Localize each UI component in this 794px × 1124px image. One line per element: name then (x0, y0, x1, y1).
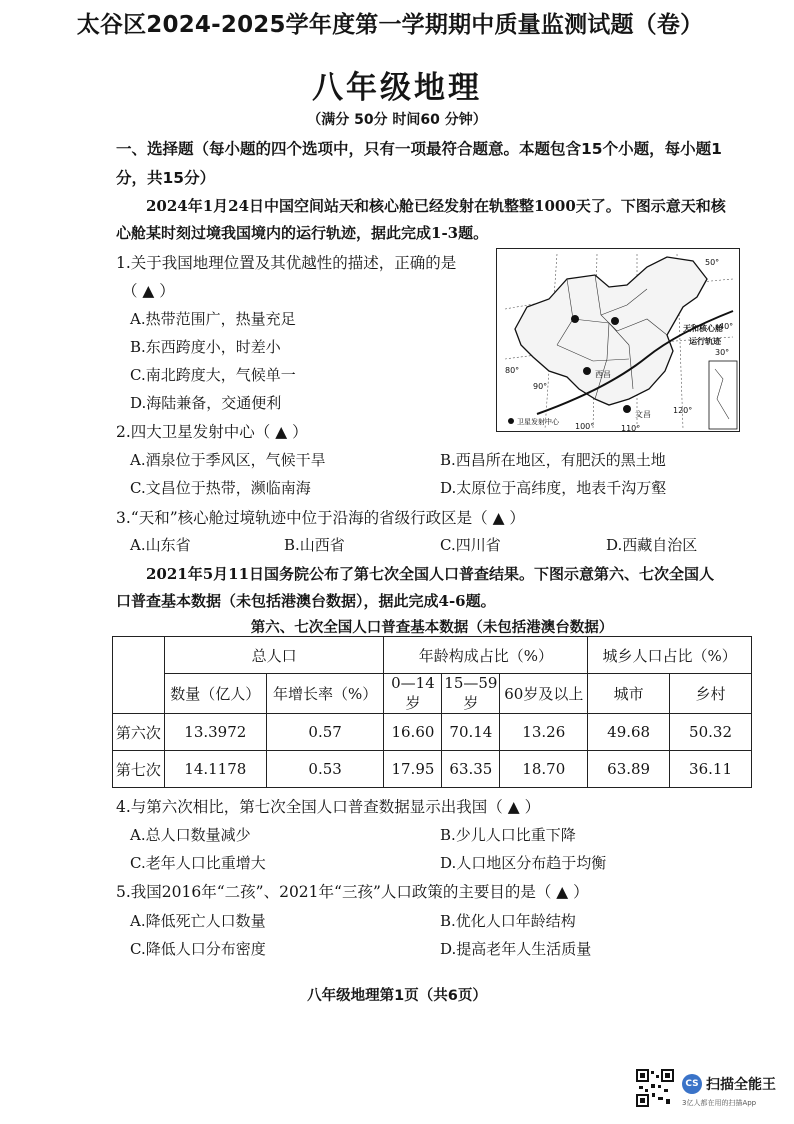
table-cell: 13.26 (500, 714, 588, 751)
question-2-option-c: C.文昌位于热带，濒临南海 (130, 479, 311, 497)
launch-center-marker (583, 367, 591, 375)
xichang-label: 西昌 (595, 370, 611, 379)
table-cell: 0.57 (266, 714, 384, 751)
lon-90-label: 90° (533, 382, 548, 391)
table-cell: 17.95 (384, 751, 442, 788)
table-cell: 16.60 (384, 714, 442, 751)
launch-center-marker (611, 317, 619, 325)
scanner-app-name: 扫描全能王 (706, 1077, 776, 1093)
table-row (113, 714, 752, 751)
header-total-population: 总人口 (164, 637, 384, 674)
question-1-option-a: A.热带范围广，热量充足 (130, 310, 296, 328)
table-cell: 70.14 (442, 714, 500, 751)
question-5-option-c: C.降低人口分布密度 (130, 940, 266, 958)
camscanner-logo-icon: CS (682, 1074, 702, 1094)
question-4-option-d: D.人口地区分布趋于均衡 (440, 854, 607, 872)
question-3-option-b: B.山西省 (284, 536, 345, 554)
table-cell: 63.35 (442, 751, 500, 788)
subheader-cell: 15—59岁 (442, 674, 500, 714)
subheader-cell: 乡村 (670, 674, 752, 714)
question-2-option-a: A.酒泉位于季风区，气候干旱 (130, 451, 326, 469)
question-2-option-b: B.西昌所在地区，有肥沃的黑土地 (440, 451, 666, 469)
table-row (113, 751, 752, 788)
question-3-option-a: A.山东省 (130, 536, 191, 554)
intro-2-line-2: 口普查基本数据（未包括港澳台数据），据此完成4-6题。 (116, 592, 496, 610)
subheader-cell: 城市 (588, 674, 670, 714)
table-cell: 13.3972 (164, 714, 266, 751)
question-4-option-b: B.少儿人口比重下降 (440, 826, 576, 844)
orbit-label-2: 运行轨迹 (689, 337, 721, 346)
intro-1-line-1: 2024年1月24日中国空间站天和核心舱已经发射在轨整整1000天了。下图示意天和核 (146, 197, 726, 215)
section-heading-line-2: 分，共15分） (116, 169, 216, 187)
question-2-option-d: D.太原位于高纬度，地表千沟万壑 (440, 479, 667, 497)
question-1-stem: 1.关于我国地理位置及其优越性的描述，正确的是 (116, 254, 457, 272)
orbit-map (496, 248, 740, 432)
table-cell: 0.53 (266, 751, 384, 788)
question-5-option-a: A.降低死亡人口数量 (130, 912, 266, 930)
lon-80-label: 80° (505, 366, 520, 375)
lat-50-label: 50° (705, 258, 720, 267)
china-map-svg (497, 249, 741, 433)
intro-1-line-2: 心舱某时刻过境我国境内的运行轨迹，据此完成1-3题。 (116, 224, 489, 242)
question-4-stem: 4.与第六次相比，第七次全国人口普查数据显示出我国（ ▲ ） (116, 798, 541, 816)
table-header-row (113, 637, 752, 674)
scanner-app-tagline: 3亿人都在用的扫描App (682, 1099, 757, 1107)
row-label: 第七次 (113, 751, 165, 788)
map-legend: 卫星发射中心 (517, 418, 559, 426)
subheader-cell: 0—14岁 (384, 674, 442, 714)
question-2-stem: 2.四大卫星发射中心（ ▲ ） (116, 423, 308, 441)
exam-meta: （满分 50分 时间60 分钟） (307, 112, 487, 128)
table-corner-cell (113, 637, 165, 714)
exam-title: 太谷区2024-2025学年度第一学期期中质量监测试题（卷） (76, 12, 704, 38)
section-heading-line-1: 一、选择题（每小题的四个选项中，只有一项最符合题意。本题包含15个小题，每小题1 (116, 140, 722, 158)
lat-40-label: 40° (719, 322, 734, 331)
row-label: 第六次 (113, 714, 165, 751)
qr-code-icon (636, 1069, 674, 1107)
question-3-stem: 3.“天和”核心舱过境轨迹中位于沿海的省级行政区是（ ▲ ） (116, 509, 525, 527)
question-1-option-b: B.东西跨度小，时差小 (130, 338, 281, 356)
question-3-option-d: D.西藏自治区 (606, 536, 698, 554)
intro-2-line-1: 2021年5月11日国务院公布了第七次全国人口普查结果。下图示意第六、七次全国人 (146, 565, 715, 583)
lat-30-label: 30° (715, 348, 730, 357)
question-3-option-c: C.四川省 (440, 536, 501, 554)
orbit-label-1: 天和核心舱 (683, 324, 723, 333)
subheader-cell: 年增长率（%） (266, 674, 384, 714)
page-footer: 八年级地理第1页（共6页） (307, 988, 487, 1004)
table-caption: 第六、七次全国人口普查基本数据（未包括港澳台数据） (250, 620, 614, 636)
question-1-option-d: D.海陆兼备，交通便利 (130, 394, 282, 412)
question-1-blank: （ ▲ ） (122, 282, 175, 300)
table-cell: 50.32 (670, 714, 752, 751)
table-cell: 14.1178 (164, 751, 266, 788)
table-cell: 63.89 (588, 751, 670, 788)
subject-title: 八年级地理 (312, 70, 482, 106)
lon-120-label: 120° (673, 406, 693, 415)
table-cell: 49.68 (588, 714, 670, 751)
header-age-structure: 年龄构成占比（%） (384, 637, 588, 674)
header-urban-rural: 城乡人口占比（%） (588, 637, 752, 674)
question-5-option-b: B.优化人口年龄结构 (440, 912, 576, 930)
wenchang-label: 文昌 (635, 410, 651, 419)
question-4-option-c: C.老年人口比重增大 (130, 854, 266, 872)
launch-center-marker (623, 405, 631, 413)
question-5-option-d: D.提高老年人生活质量 (440, 940, 592, 958)
subheader-cell: 60岁及以上 (500, 674, 588, 714)
table-cell: 18.70 (500, 751, 588, 788)
question-5-stem: 5.我国2016年“二孩”、2021年“三孩”人口政策的主要目的是（ ▲ ） (116, 883, 589, 901)
table-cell: 36.11 (670, 751, 752, 788)
census-table (112, 636, 752, 788)
lon-100-label: 100° (575, 422, 595, 431)
table-subheader-row (113, 674, 752, 714)
question-1-option-c: C.南北跨度大，气候单一 (130, 366, 296, 384)
lon-110-label: 110° (621, 424, 641, 433)
launch-center-marker (571, 315, 579, 323)
subheader-cell: 数量（亿人） (164, 674, 266, 714)
question-4-option-a: A.总人口数量减少 (130, 826, 251, 844)
